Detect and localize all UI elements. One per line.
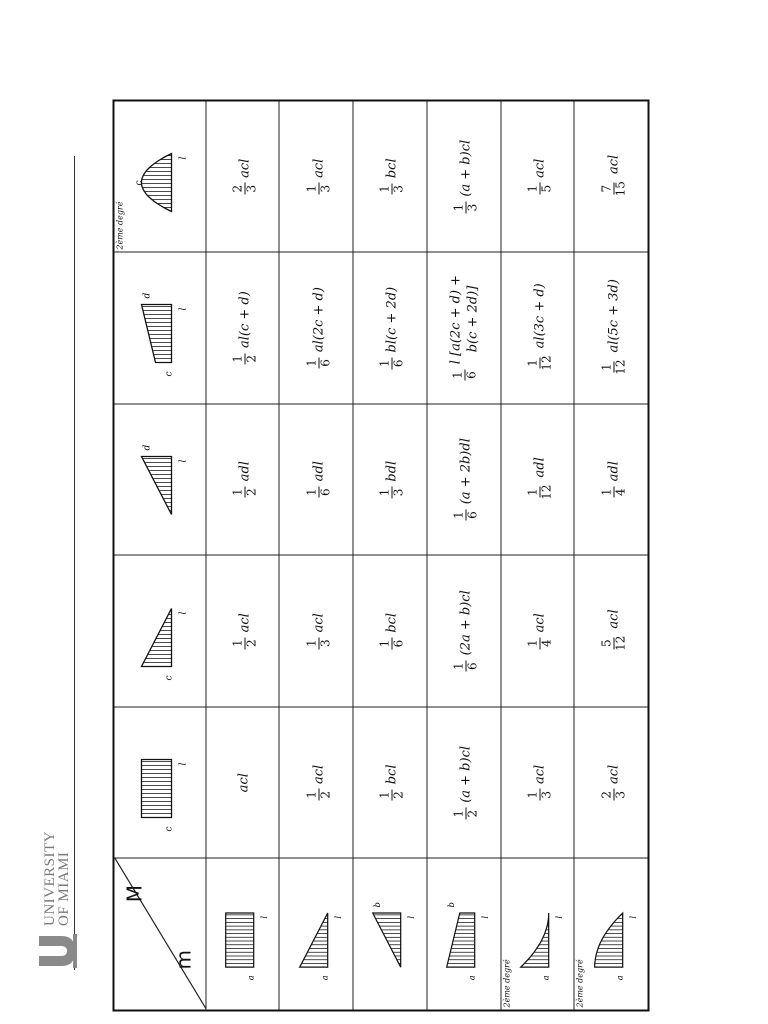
right-value-label: d	[142, 292, 153, 299]
table-row	[205, 100, 279, 1010]
integral-cell	[574, 706, 648, 858]
column-header-2	[113, 555, 205, 707]
expression-body: bcl	[384, 157, 400, 178]
left-value-label: a	[540, 974, 551, 980]
expression-body: acl	[605, 764, 621, 784]
rectangle-diagram	[141, 759, 171, 817]
numerator: 1	[377, 639, 392, 647]
fraction	[378, 486, 405, 498]
numerator: 1	[451, 203, 466, 211]
denominator: 6	[465, 661, 480, 670]
integral-cell	[574, 403, 648, 555]
table-row	[500, 100, 574, 1010]
fraction	[600, 788, 627, 800]
fraction	[526, 788, 553, 800]
numerator: 1	[451, 510, 466, 519]
expression-body: (a + 2b)dl	[458, 437, 474, 504]
numerator: 1	[377, 488, 392, 496]
corner-cell	[113, 858, 205, 1010]
expression-body: acl	[236, 772, 252, 792]
fraction	[526, 482, 553, 501]
left-value-label: c	[164, 826, 175, 832]
denominator: 12	[539, 484, 554, 500]
fraction	[378, 637, 405, 649]
row-header-4	[426, 858, 500, 1010]
fraction	[526, 637, 553, 649]
denominator: 3	[612, 790, 627, 799]
integral-cell	[426, 100, 500, 252]
integral-cell	[279, 252, 353, 404]
fraction	[452, 509, 479, 521]
denominator: 6	[317, 487, 332, 496]
denominator: 3	[317, 184, 332, 192]
row-header-1	[205, 858, 279, 1010]
denominator: 2	[391, 790, 406, 799]
denominator: 5	[539, 184, 554, 192]
right-value-label: b	[372, 901, 383, 907]
expression-body: adl	[605, 460, 621, 481]
column-header-3	[113, 403, 205, 555]
table-row	[353, 100, 427, 1010]
fraction	[600, 633, 627, 652]
rectangle-diagram	[225, 912, 253, 966]
numerator: 2	[229, 184, 244, 192]
row-header-3	[353, 858, 427, 1010]
integral-cell	[205, 252, 279, 404]
trapezoid-diagram	[141, 304, 171, 362]
numerator: 1	[525, 638, 540, 647]
fraction	[305, 357, 332, 369]
integral-cell	[353, 706, 427, 858]
numerator: 1	[303, 487, 318, 496]
integral-cell	[426, 555, 500, 707]
integral-cell	[205, 555, 279, 707]
fraction	[305, 182, 332, 194]
expression-body: acl	[310, 764, 326, 784]
denominator: 6	[463, 370, 478, 379]
right-value-label: b	[445, 901, 456, 907]
numerator: 1	[598, 487, 613, 496]
integral-cell	[574, 555, 648, 707]
integral-cell	[353, 403, 427, 555]
degree-label: 2ème degré	[501, 958, 511, 1007]
expression-body: bdl	[384, 460, 400, 482]
numerator: 1	[525, 790, 540, 799]
numerator: 1	[303, 184, 318, 192]
numerator: 7	[598, 184, 613, 193]
length-label: l	[626, 915, 637, 918]
expression-body: acl	[532, 158, 548, 178]
row-header-2	[279, 858, 353, 1010]
integral-cell	[353, 555, 427, 707]
expression-body: bcl	[384, 764, 400, 784]
fraction	[378, 357, 405, 369]
denominator: 3	[317, 638, 332, 647]
numerator: 1	[449, 370, 464, 379]
numerator: 1	[525, 184, 540, 192]
denominator: 6	[465, 510, 480, 519]
length-label: l	[178, 762, 189, 766]
numerator: 1	[377, 790, 392, 799]
denominator: 4	[612, 487, 627, 496]
numerator: 1	[451, 661, 466, 670]
fraction	[231, 353, 258, 365]
column-header-4	[113, 252, 205, 404]
denominator: 3	[243, 184, 258, 192]
column-header-5	[113, 100, 205, 252]
denominator: 2	[243, 638, 258, 647]
expression-body: acl	[236, 158, 252, 178]
numerator: 1	[303, 790, 318, 799]
degree-label: 2ème degré	[575, 958, 585, 1007]
integral-cell	[574, 252, 648, 404]
left-value-label: a	[466, 974, 477, 980]
expression-body: al(2c + d)	[310, 286, 326, 352]
integral-cell	[574, 100, 648, 252]
expression-body: adl	[236, 460, 252, 481]
parabola-convex-diagram	[594, 912, 622, 966]
length-label: l	[405, 915, 416, 918]
denominator: 3	[391, 488, 406, 496]
table-row	[574, 100, 648, 1010]
triangle-diagram	[141, 456, 171, 514]
integral-cell	[279, 403, 353, 555]
fraction	[231, 486, 258, 498]
denominator: 12	[539, 354, 554, 371]
integral-cell	[279, 100, 353, 252]
row-header-6	[574, 858, 648, 1010]
numerator: 5	[598, 638, 613, 647]
u-logo-icon	[37, 932, 77, 970]
numerator: 1	[303, 638, 318, 647]
expression-body: al(c + d)	[236, 290, 252, 348]
corner-label-m: m	[170, 949, 195, 969]
numerator: 1	[303, 358, 318, 367]
integral-table	[112, 99, 649, 1011]
expression-body: bcl	[384, 612, 400, 633]
expression-body: acl	[532, 612, 548, 632]
expression-body: adl	[532, 456, 548, 477]
integral-cell	[279, 555, 353, 707]
expression-body: acl	[310, 158, 326, 178]
expression-body: al(5c + 3d)	[605, 278, 621, 352]
numerator: 1	[229, 638, 244, 647]
left-value-label: a	[245, 974, 256, 980]
triangle-diagram	[141, 608, 171, 666]
integral-cell	[500, 706, 574, 858]
integral-cell	[353, 252, 427, 404]
fraction	[600, 357, 627, 376]
top-value-label: c	[134, 180, 145, 186]
expression-body: bl(c + 2d)	[384, 286, 400, 352]
denominator: 4	[539, 638, 554, 647]
degree-label: 2ème degré	[115, 200, 124, 250]
integral-cell	[500, 555, 574, 707]
parabola-concave-diagram	[520, 912, 548, 966]
numerator: 1	[525, 358, 540, 367]
row-header-5	[500, 858, 574, 1010]
denominator: 2	[243, 354, 258, 363]
integral-cell	[500, 403, 574, 555]
denominator: 2	[317, 790, 332, 799]
integral-cell	[426, 706, 500, 858]
university-logo	[32, 790, 82, 970]
expression-body: acl	[236, 612, 252, 632]
numerator: 1	[598, 362, 613, 371]
integral-cell	[426, 252, 500, 404]
length-label: l	[178, 156, 189, 160]
fraction	[451, 369, 478, 381]
fraction	[452, 201, 479, 213]
fraction	[305, 637, 332, 649]
length-label: l	[178, 459, 189, 463]
integral-cell	[279, 706, 353, 858]
fraction	[526, 353, 553, 372]
fraction	[600, 486, 627, 498]
triangle-diagram	[299, 912, 327, 966]
expression-body: l [a(2c + d) + b(c + 2d)]	[448, 274, 481, 364]
left-value-label: c	[164, 674, 175, 680]
numerator: 1	[377, 184, 392, 193]
length-label: l	[331, 915, 342, 918]
expression-body: acl	[605, 608, 621, 629]
numerator: 2	[598, 790, 613, 799]
length-label: l	[178, 610, 189, 614]
integral-cell	[353, 100, 427, 252]
integral-cell	[500, 252, 574, 404]
expression-body: acl	[605, 154, 621, 174]
denominator: 12	[612, 635, 627, 651]
denominator: 6	[391, 358, 406, 367]
fraction	[452, 660, 479, 672]
expression-body: adl	[310, 460, 326, 481]
fraction	[231, 182, 258, 194]
denominator: 2	[243, 487, 258, 496]
fraction	[526, 182, 553, 194]
fraction	[600, 179, 627, 198]
fraction	[452, 807, 479, 819]
length-label: l	[553, 915, 564, 918]
length-label: l	[479, 915, 490, 918]
length-label: l	[258, 915, 269, 918]
length-label: l	[178, 307, 189, 311]
table-row	[426, 100, 500, 1010]
numerator: 1	[377, 358, 392, 367]
corner-label-M: M	[122, 884, 146, 902]
denominator: 2	[465, 809, 480, 817]
integral-cell	[205, 100, 279, 252]
expression-body: (a + b)cl	[458, 745, 474, 803]
logo-line-2: OF MIAMI	[56, 851, 72, 926]
integral-cell	[426, 403, 500, 555]
fraction	[305, 486, 332, 498]
parabola-diagram	[141, 153, 171, 211]
numerator: 1	[525, 487, 540, 496]
denominator: 6	[391, 639, 406, 647]
denominator: 3	[465, 203, 480, 211]
expression-body: al(3c + d)	[532, 282, 548, 348]
right-value-label: d	[142, 444, 153, 451]
denominator: 3	[539, 790, 554, 799]
fraction	[305, 788, 332, 800]
expression-body: acl	[310, 612, 326, 632]
numerator: 1	[451, 809, 466, 817]
integral-table-area	[112, 101, 647, 1011]
column-header-1	[113, 706, 205, 858]
expression-body: (a + b)cl	[458, 139, 474, 197]
denominator: 15	[612, 180, 627, 196]
numerator: 1	[229, 354, 244, 363]
left-value-label: c	[164, 371, 175, 377]
denominator: 12	[612, 358, 627, 375]
denominator: 6	[317, 358, 332, 367]
left-value-label: a	[613, 974, 624, 980]
trapezoid-diagram	[446, 912, 474, 966]
expression-body: (2a + b)cl	[458, 589, 474, 655]
fraction	[378, 789, 405, 801]
left-value-label: a	[318, 974, 329, 980]
table-row	[279, 100, 353, 1010]
triangle-diagram	[373, 912, 401, 966]
expression-body: acl	[532, 764, 548, 784]
numerator: 1	[229, 487, 244, 496]
fraction	[378, 183, 405, 195]
fraction	[231, 637, 258, 649]
integral-cell	[500, 100, 574, 252]
integral-cell	[205, 403, 279, 555]
integral-cell	[205, 706, 279, 858]
logo-line-1: UNIVERSITY	[42, 831, 58, 926]
denominator: 3	[391, 184, 406, 193]
